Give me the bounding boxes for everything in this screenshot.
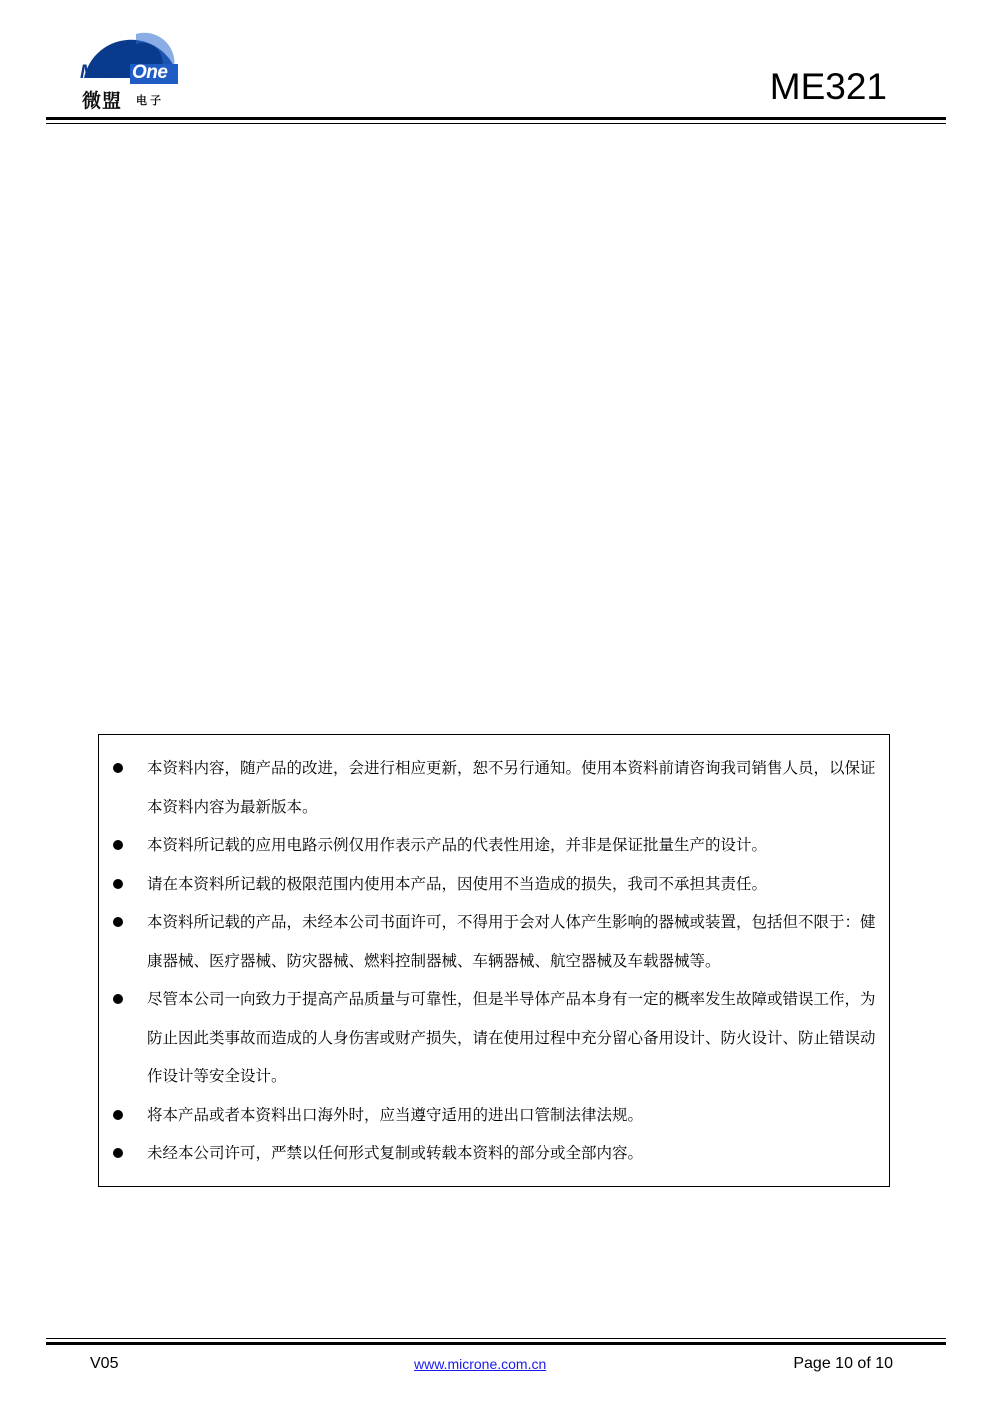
logo-text-micr: Micr — [80, 62, 118, 83]
footer-version: V05 — [90, 1355, 119, 1372]
disclaimer-text: 请在本资料所记载的极限范围内使用本产品，因使用不当造成的损失，我司不承担其责任。 — [147, 874, 768, 893]
logo-text-chinese-small: 电子 — [136, 94, 164, 107]
bullet-icon — [113, 763, 123, 773]
disclaimer-text: 将本产品或者本资料出口海外时，应当遵守适用的进出口管制法律法规。 — [147, 1105, 644, 1124]
footer-page-number: Page 10 of 10 — [793, 1355, 893, 1372]
bullet-icon — [113, 1148, 123, 1158]
logo-text-chinese: 微盟 — [82, 90, 123, 112]
disclaimer-item — [147, 1096, 877, 1135]
bullet-icon — [113, 1110, 123, 1120]
header-rule-thick — [46, 117, 946, 120]
bullet-icon — [113, 879, 123, 889]
bullet-icon — [113, 994, 123, 1004]
disclaimer-item — [147, 903, 877, 980]
disclaimer-item — [147, 1134, 877, 1173]
footer-rule-thin — [46, 1338, 946, 1339]
disclaimer-text: 未经本公司许可，严禁以任何形式复制或转载本资料的部分或全部内容。 — [147, 1144, 644, 1162]
footer-website-link[interactable]: www.microne.com.cn — [414, 1356, 547, 1372]
disclaimer-text: 本资料所记载的产品，未经本公司书面许可，不得用于会对人体产生影响的器械或装置，包括但不限于：健康器械、医疗器械、防灾器械、燃料控制器械、车辆器械、航空器械及车载器械等。 — [147, 913, 876, 970]
company-logo — [76, 20, 186, 115]
disclaimer-item — [147, 980, 877, 1096]
header-rule-thin — [46, 123, 946, 124]
bullet-icon — [113, 840, 123, 850]
disclaimer-text: 尽管本公司一向致力于提高产品质量与可靠性，但是半导体产品本身有一定的概率发生故障或错误工作，为防止因此类事故而造成的人身伤害或财产损失，请在使用过程中充分留心备用设计、防火设计、防止错误动作设计等安全设计。 — [147, 990, 876, 1085]
disclaimer-box — [98, 734, 890, 1187]
disclaimer-list — [99, 735, 889, 1173]
disclaimer-text: 本资料所记载的应用电路示例仅用作表示产品的代表性用途，并非是保证批量生产的设计。 — [147, 836, 768, 854]
footer-rule-thick — [46, 1342, 946, 1345]
document-title: ME321 — [769, 66, 887, 107]
disclaimer-item — [147, 865, 877, 904]
bullet-icon — [113, 917, 123, 927]
disclaimer-item — [147, 749, 877, 826]
logo-text-one: One — [132, 62, 168, 83]
disclaimer-text: 本资料内容，随产品的改进，会进行相应更新，恕不另行通知。使用本资料前请咨询我司销售人员，以保证本资料内容为最新版本。 — [147, 759, 876, 816]
disclaimer-item — [147, 826, 877, 865]
